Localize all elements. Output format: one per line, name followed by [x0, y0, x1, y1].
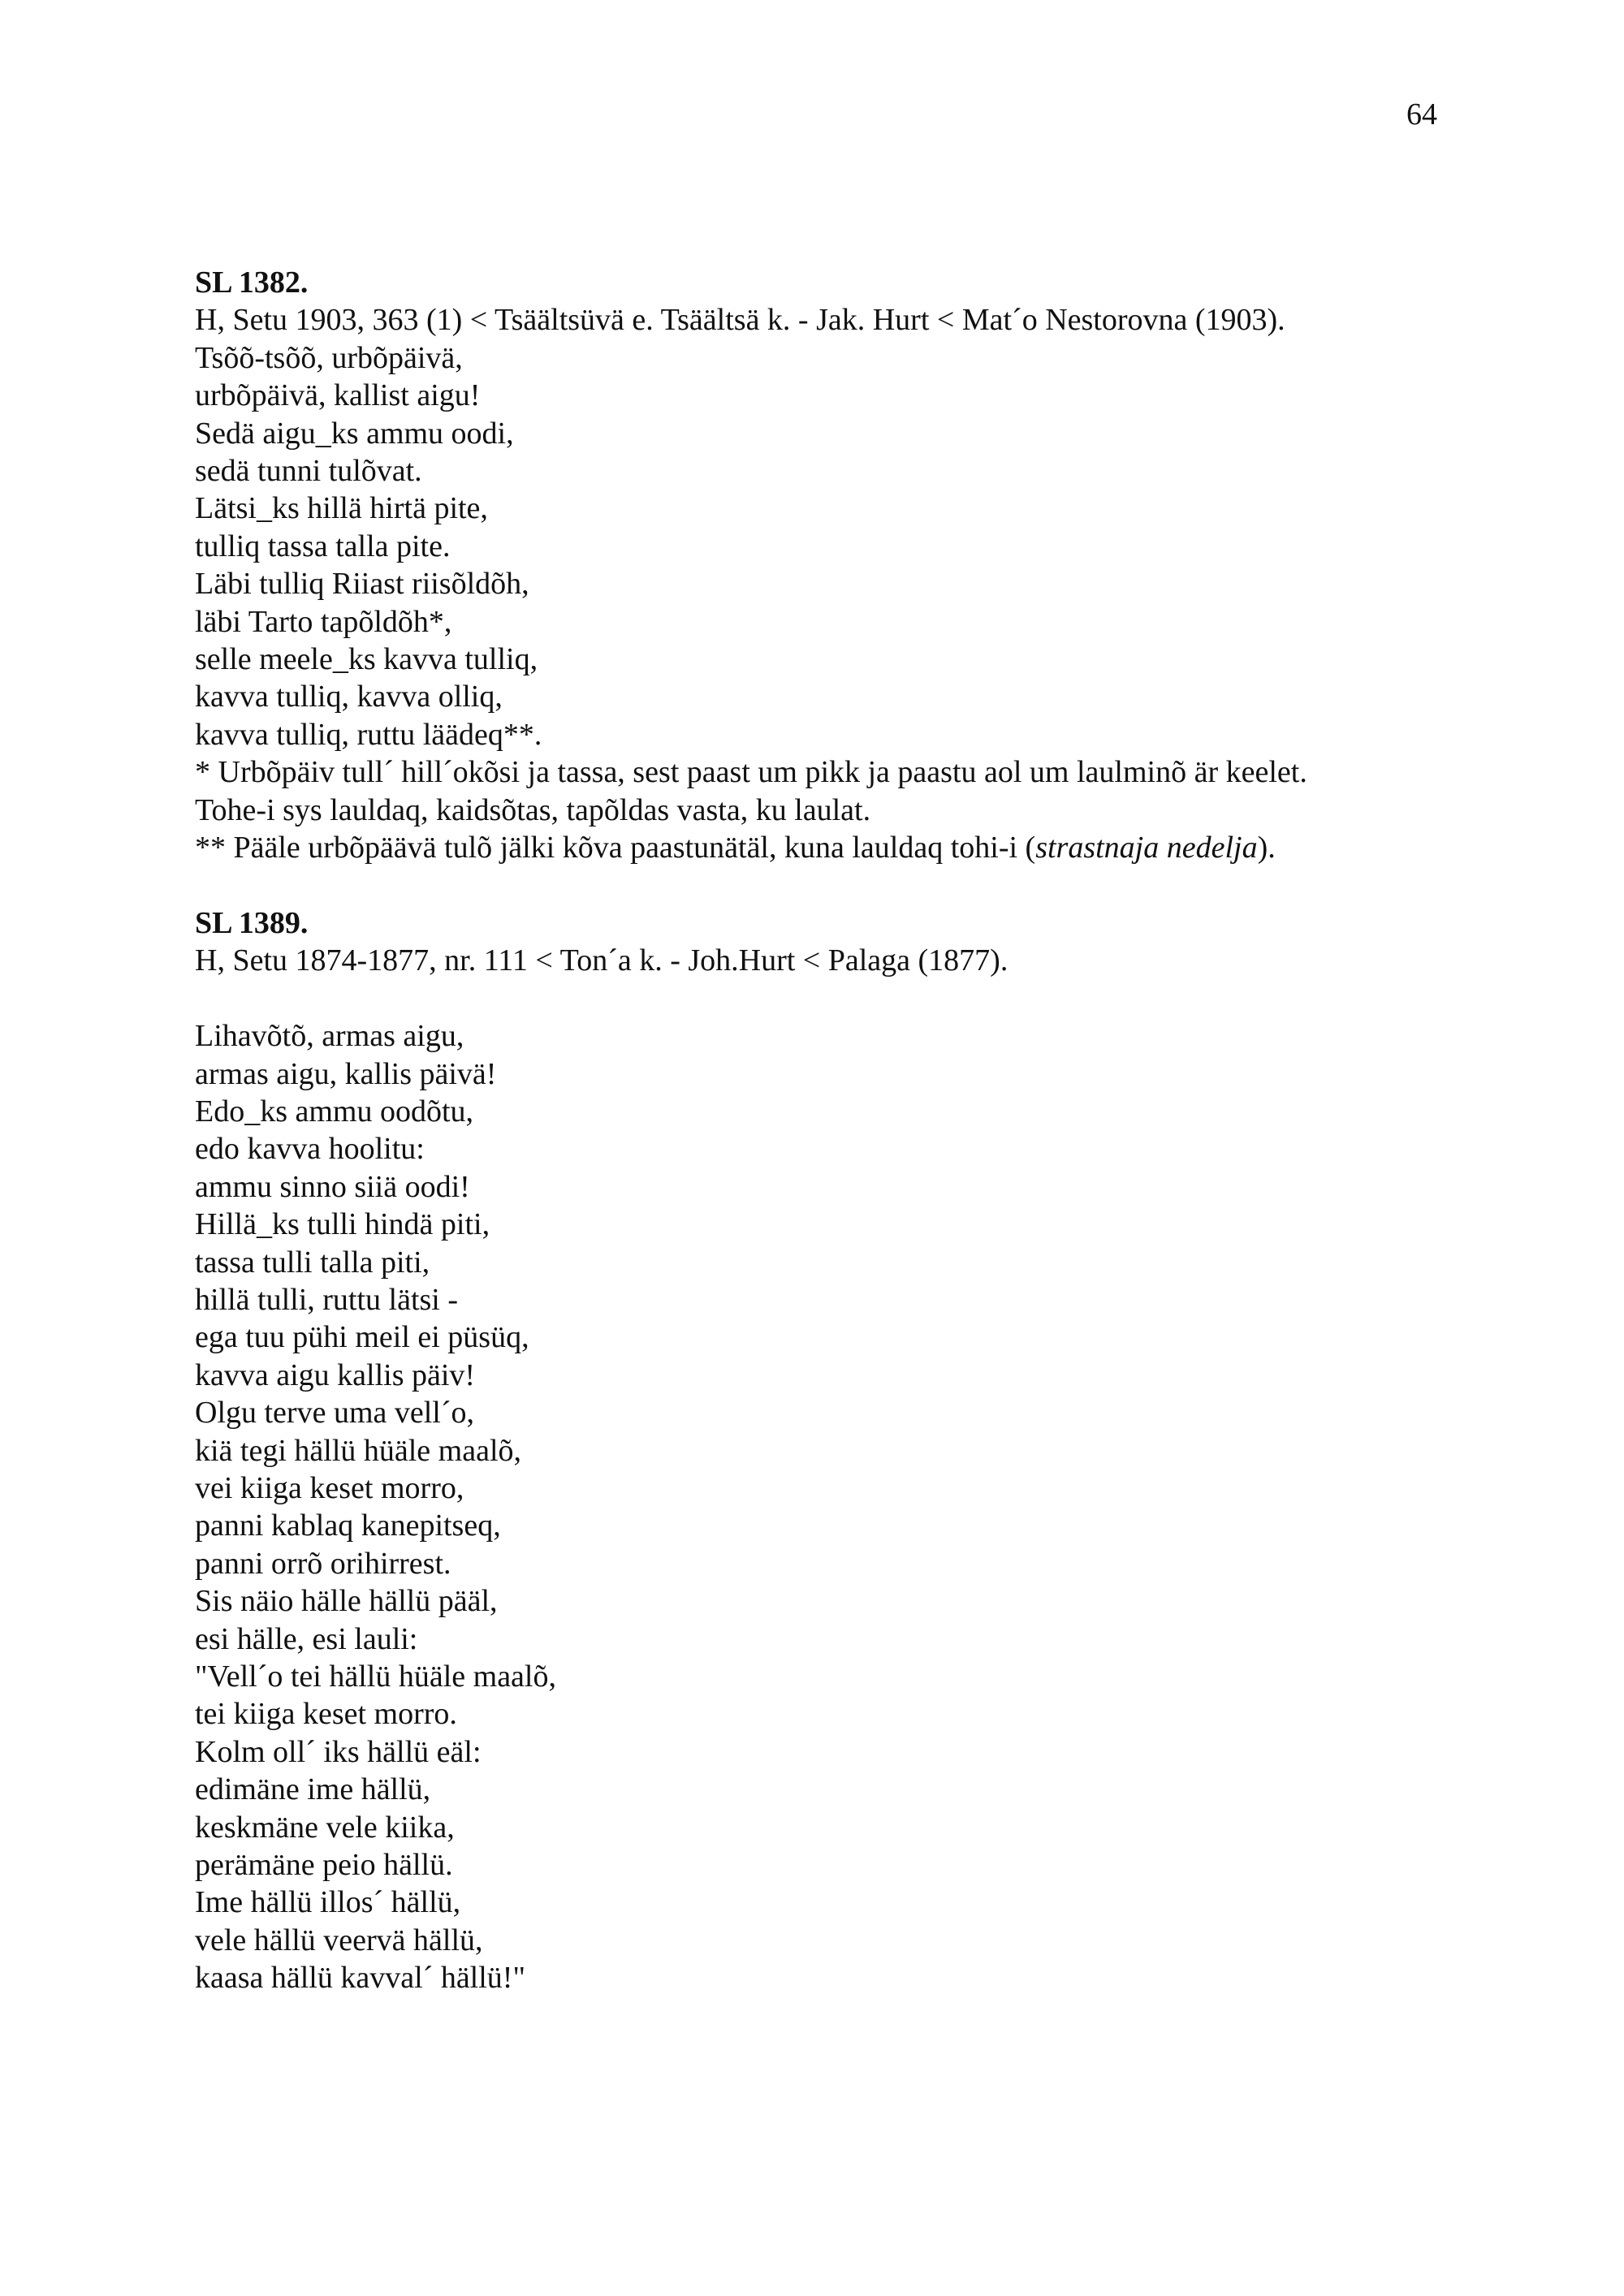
verse-line: kavva aigu kallis päiv!: [195, 1357, 476, 1392]
entry-source: H, Setu 1874-1877, nr. 111 < Ton´a k. - Joh.Hurt < Palaga (1877).: [195, 943, 1009, 978]
verse-line: Läbi tulliq Riiast riisõldõh,: [195, 567, 529, 602]
section-spacer: [195, 867, 1462, 904]
verse-line: perämäne peio hällü.: [195, 1848, 453, 1883]
verse-line: Lihavõtõ, armas aigu,: [195, 1019, 464, 1054]
verse-block: [195, 1017, 1462, 1997]
verse-line: Kolm oll´ iks hällü eäl:: [195, 1734, 482, 1769]
entry-heading: SL 1389.: [195, 905, 309, 940]
verse-line: kiä tegi hällü hüäle maalõ,: [195, 1433, 522, 1468]
verse-line: sedä tunni tulõvat.: [195, 454, 422, 489]
verse-line: läbi Tarto tapõldõh*,: [195, 604, 452, 639]
entry-heading: SL 1382.: [195, 265, 309, 300]
verse-line: tassa tulli talla piti,: [195, 1245, 430, 1280]
footnote-2-italic-term: strastnaja nedelja: [1035, 831, 1258, 865]
verse-line: Sedä aigu_ks ammu oodi,: [195, 416, 514, 451]
entry-sl-1382: [195, 264, 1462, 867]
verse-line: keskmäne vele kiika,: [195, 1810, 455, 1845]
verse-line: edimäne ime hällü,: [195, 1772, 431, 1807]
verse-line: kavva tulliq, kavva olliq,: [195, 680, 503, 714]
verse-line: tei kiiga keset morro.: [195, 1697, 457, 1732]
footnote-1: * Urbõpäiv tull´ hill´okõsi ja tassa, sest paast um pikk ja paastu aol um laulminõ är keelet.: [195, 755, 1307, 790]
verse-line: armas aigu, kallis päivä!: [195, 1056, 497, 1091]
footnotes: [195, 753, 1462, 866]
verse-line: hillä tulli, ruttu lätsi -: [195, 1282, 459, 1317]
verse-line: Hillä_ks tulli hindä piti,: [195, 1207, 490, 1242]
verse-line: edo kavva hoolitu:: [195, 1132, 425, 1167]
verse-line: ammu sinno siiä oodi!: [195, 1169, 470, 1204]
footnote-2-close: ).: [1257, 831, 1276, 865]
verse-line: Edo_ks ammu oodõtu,: [195, 1094, 474, 1129]
verse-line: Lätsi_ks hillä hirtä pite,: [195, 491, 488, 526]
entry-sl-1389: [195, 904, 1462, 1997]
verse-line: esi hälle, esi lauli:: [195, 1621, 418, 1656]
page-number: 64: [1406, 97, 1437, 132]
entry-source: H, Setu 1903, 363 (1) < Tsäältsüvä e. Tsäältsä k. - Jak. Hurt < Mat´o Nestorovna (1903).: [195, 303, 1285, 338]
verse-line: Olgu terve uma vell´o,: [195, 1396, 475, 1431]
verse-line: "Vell´o tei hällü hüäle maalõ,: [195, 1659, 556, 1694]
verse-line: panni orrõ orihirrest.: [195, 1546, 451, 1581]
document-body: [195, 264, 1462, 1997]
blank-line: [195, 980, 1462, 1017]
verse-line: panni kablaq kanepitseq,: [195, 1508, 501, 1543]
verse-line: kavva tulliq, ruttu läädeq**.: [195, 717, 542, 752]
verse-line: vei kiiga keset morro,: [195, 1470, 464, 1505]
footnote-2-text: ** Pääle urbõpäävä tulõ jälki kõva paastunätäl, kuna lauldaq tohi-i (: [195, 831, 1036, 865]
verse-line: Ime hällü illos´ hällü,: [195, 1885, 461, 1920]
footnote-2: [195, 829, 1462, 866]
footnote-1-continued: Tohe-i sys lauldaq, kaidsõtas, tapõldas vasta, ku laulat.: [195, 792, 871, 827]
verse-line: tulliq tassa talla pite.: [195, 529, 451, 563]
verse-line: urbõpäivä, kallist aigu!: [195, 378, 481, 413]
verse-line: selle meele_ks kavva tulliq,: [195, 642, 538, 677]
verse-line: kaasa hällü kavval´ hällü!": [195, 1961, 525, 1996]
verse-line: vele hällü veervä hällü,: [195, 1923, 483, 1957]
verse-line: ega tuu pühi meil ei püsüq,: [195, 1320, 529, 1355]
verse-line: Tsõõ-tsõõ, urbõpäivä,: [195, 340, 463, 375]
verse-block: [195, 339, 1462, 753]
verse-line: Sis näio hälle hällü pääl,: [195, 1584, 498, 1619]
